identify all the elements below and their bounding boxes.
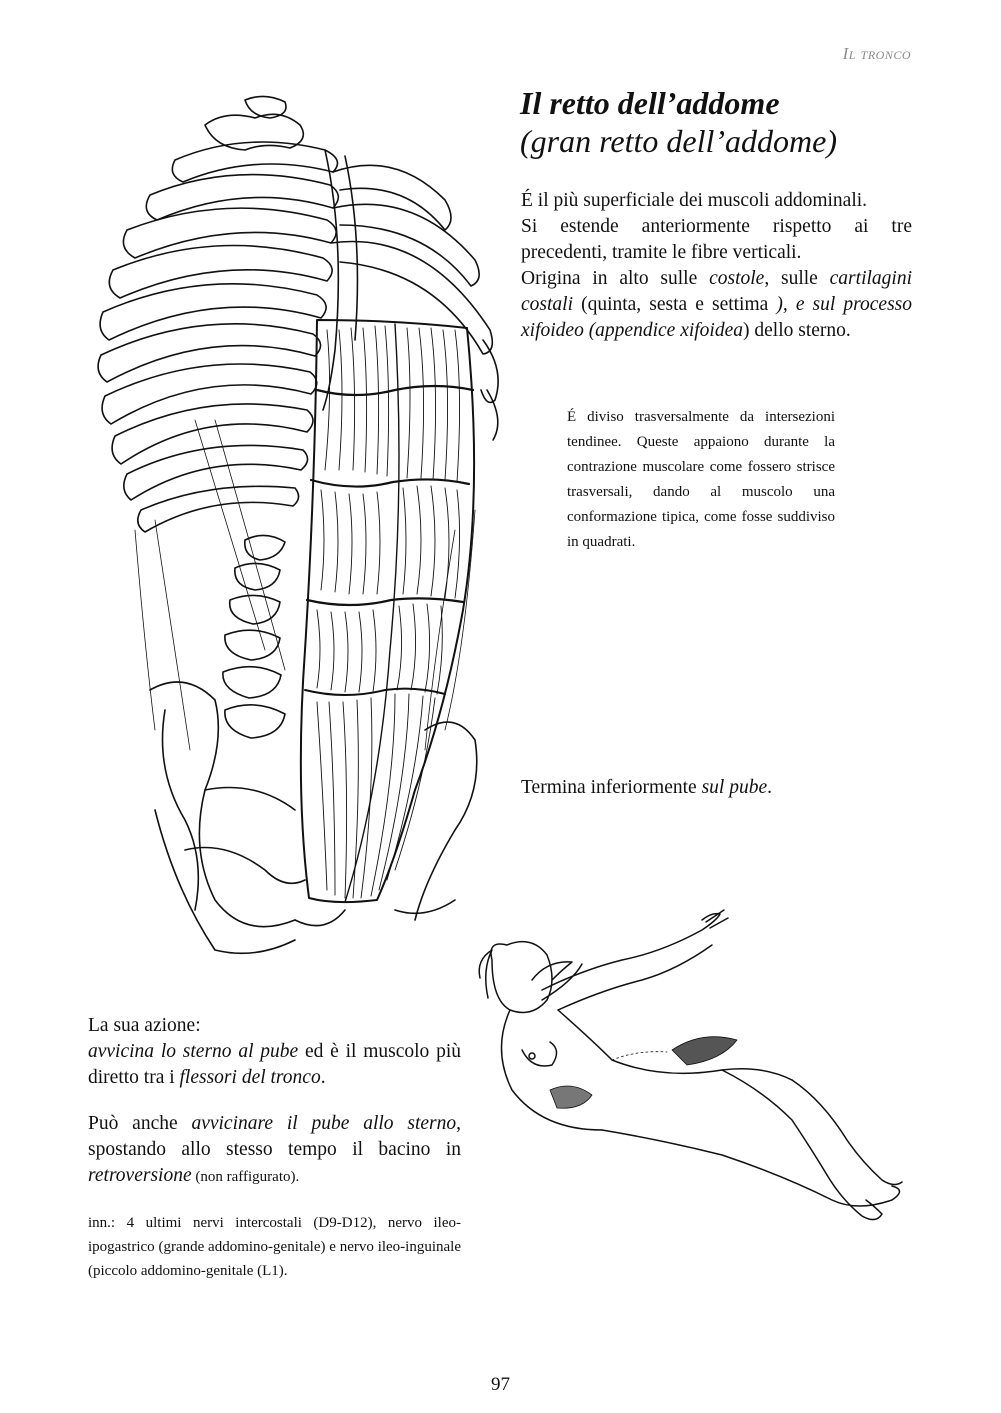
title-block — [520, 84, 920, 160]
intro-line-2: Si estende anteriormente rispetto ai tre precedenti, tramite le fibre verticali. — [521, 216, 912, 263]
intro-text-span: ) dello sterno. — [743, 320, 851, 341]
insertion-text — [521, 777, 772, 799]
action-note: (non raffigurato). — [191, 1169, 300, 1185]
intro-text-span: (quinta, sesta e settima — [573, 294, 777, 315]
term-cartilagini-costali: cartilagini costali — [521, 268, 912, 315]
abdominal-wall-lines — [135, 420, 475, 750]
intro-text — [521, 188, 912, 344]
action-term: avvicinare il pube allo sterno — [191, 1113, 457, 1134]
running-head: Il tronco — [842, 44, 911, 63]
action-paragraph-2 — [88, 1111, 461, 1190]
action-text: , spostando allo stesso tempo il bacino in — [88, 1113, 461, 1160]
action-text-end: . — [320, 1067, 326, 1088]
intro-paren: ), e sul — [776, 294, 844, 315]
intro-line-3 — [521, 266, 912, 344]
action-text: Può anche — [88, 1113, 192, 1134]
innervation-text: inn.: 4 ultimi nervi intercostali (D9-D12), nervo ileo-ipogastrico (grande addomino-genitale) e nervo ileo-inguinale (piccolo addomino-genitale (L1). — [88, 1215, 461, 1279]
action-section — [88, 1013, 461, 1210]
insertion-text-span: Termina inferiormente — [521, 777, 702, 798]
insertion-text-end: . — [767, 777, 772, 798]
rectus-abdominis-muscle-illustration — [301, 320, 474, 902]
intro-line-1: É il più superficiale dei muscoli addominali. — [521, 190, 868, 211]
term-processo-xifoideo: processo xifoideo (appendice xifoidea — [521, 294, 912, 341]
action-heading: La sua azione: — [88, 1015, 201, 1036]
term-costole: costole — [709, 268, 765, 289]
action-paragraph-1 — [88, 1013, 461, 1091]
page-title: Il retto dell’addome — [520, 85, 780, 121]
intersections-note: É diviso trasversalmente da intersezioni tendinee. Queste appaiono durante la contrazione muscolare come fossero strisce trasversali, dando al muscolo una conformazione tipica, come fosse suddiviso in quadrati. — [567, 409, 835, 550]
rib-cage-illustration — [98, 142, 498, 532]
term-flessori-del-tronco: flessori del tronco — [179, 1067, 321, 1088]
rectus-abdominis-torso-illustration — [95, 90, 525, 960]
intro-text-span: , sulle — [764, 268, 830, 289]
term-sul-pube: sul pube — [701, 777, 768, 798]
page-number: 97 — [491, 1374, 510, 1395]
intro-text-span: Origina in alto sulle — [521, 268, 710, 289]
action-term: avvicina lo sterno al pube — [88, 1041, 299, 1062]
page-subtitle: (gran retto dell’addome) — [520, 123, 837, 159]
action-text: ed è il muscolo più diretto tra i — [88, 1041, 461, 1088]
term-retroversione: retroversione — [88, 1165, 192, 1186]
pelvis-illustration — [150, 682, 477, 927]
trunk-flexion-figure-illustration — [462, 900, 922, 1230]
